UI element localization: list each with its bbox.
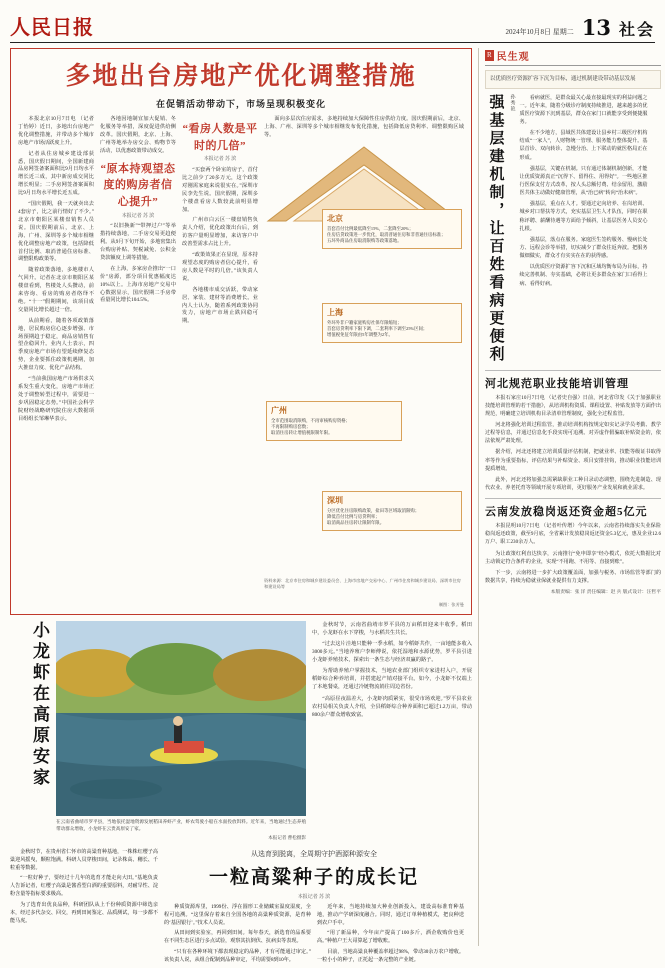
rail-author: 孙秀艳 bbox=[509, 93, 515, 112]
paragraph: 强基层，重点在人才。要通过定向培养、在岗培训、城乡对口帮扶等方式，充实基层卫生人才队伍，同时在职称评聘、薪酬待遇等方面给予倾斜，让基层医务人员安心扎根。 bbox=[519, 201, 648, 232]
paragraph: 在上海，多家房企推出“一口价”房源，部分项目优惠幅度达10%以上。上海市房地产交易中心数据显示，国庆假期二手房带看量同比增长104.5%。 bbox=[100, 265, 176, 304]
paragraph: 为帮助养殖户掌握技术，当地农业部门组织专家进村入户，开展稻虾综合种养培训，并搭建起产销对接平台。如今，小龙虾不仅端上了本地餐桌，还通过冷链物流销往周边省份。 bbox=[312, 668, 472, 691]
paragraph: “国庆假期，我一天就卖出去4套房子，比之前行情好了不少。”北京市朝阳区某楼盘销售人员说。国庆假期前后，北京、上海、广州、深圳等多个城市相继优化调整房地产政策，包括降低首付比例、取消普通住房标准、调整限购政策等。 bbox=[18, 201, 94, 263]
lead-byline-2: 本报记者 苏 滨 bbox=[203, 157, 237, 163]
lead-subhead-1: “原本持观望态度的购房者信心提升” bbox=[100, 162, 176, 208]
lead-subheadline: 在促销活动带动下，市场呈现积极变化 bbox=[155, 99, 326, 109]
infographic-source: 资料来源：北京市住房和城乡建设委员会、上海市房地产交易中心、广州市住房和城乡建设局、深圳市住房和建设局等 bbox=[264, 577, 461, 589]
city-line: 首套首付比例最低降至15%，二套降至20%； bbox=[327, 225, 414, 231]
paragraph: 金秋时节，云南省曲靖市罗平县的万亩稻田迎来丰收季。稻田中，小龙虾在水下穿梭，与水稻共生共长。 bbox=[312, 622, 472, 637]
city-line: 住房信贷政策进一步优化，取消普通住房和非普通住房标准； bbox=[327, 232, 446, 238]
rail-section-title: 民生观 bbox=[496, 52, 530, 63]
paragraph: “只有在各种环境下都表现稳定的品种，才有可能通过审定。”该负责人说，从组合配制到品种审定，平均需要8到10年。 bbox=[164, 949, 311, 964]
paragraph: 在不少地方，县域医共体建设让县乡村三级医疗机构结成“一家人”，人财物统一管理、服务能力整体提升。基层首诊、双向转诊、急慢分治、上下联动的就医格局正在形成。 bbox=[519, 130, 648, 161]
paragraph: 种质资源库里，1999份、浮在圆形工业储藏室温度湿度，全程可追溯。“这里保存着来自全国各地的高粱种质资源，是育种的‘基因银行’。”技术人员说。 bbox=[164, 903, 311, 926]
photo-story bbox=[10, 621, 472, 841]
rail-news-3-headline: 云南发放稳岗返还资金超5亿元 bbox=[485, 506, 648, 519]
rail-news-3-body bbox=[485, 522, 661, 585]
paragraph: 面向多层次住房需求，多地持续加大保障性住房供给力度。国庆假期前后，北京、上海、广州、深圳等多个城市相继发布优化措施，包括降低房贷利率、调整限购区域等。 bbox=[264, 116, 464, 138]
lead-headline: 多地出台房地产优化调整措施 bbox=[65, 61, 417, 90]
lead-body bbox=[18, 116, 464, 613]
paragraph: 金秋时节，在贵州省仁怀市的高粱育种基地，一株株红缨子高粱迎风摇曳，颗粒饱满。科研人员穿梭田间，记录株高、穗长、千粒重等数据。 bbox=[10, 848, 158, 871]
infographic-intro bbox=[264, 116, 464, 140]
city-name: 北京 bbox=[327, 213, 343, 223]
rail-badge-icon: R bbox=[487, 51, 492, 59]
paragraph: “过去这片洼地只能种一季水稻，如今稻虾共作，一亩地能多收入3000多元。”当地养殖户李师傅说，依托湿地和水源优势，罗平县引进小龙虾养殖技术，探索出一条生态与经济双赢的路子。 bbox=[312, 641, 472, 664]
paragraph: 从田间到实验室，再回到田间。每年春天，新选育的品系要在不同生态区进行多点试验，观察其抗倒伏、抗病虫等表现。 bbox=[164, 930, 311, 945]
infographic-credit: 制图：张芳曼 bbox=[438, 601, 464, 607]
city-line: 不再限制购房套数； bbox=[271, 424, 311, 430]
lead-column-1 bbox=[18, 116, 94, 613]
masthead-right bbox=[506, 15, 656, 40]
rail-pullquote: 以优质医疗资源扩容下沉为目标，通过机制建设带动基层发展 bbox=[485, 70, 661, 89]
paragraph: 为了选育出优良品种，科研团队从上千份种质资源中筛选亲本，经过多代杂交、回交，再到田间鉴定、品质测试，每一步都不能马虎。 bbox=[10, 902, 158, 924]
paragraph: “买套两个卧室的房子，首付比之前少了20多万元，这个政策对刚需家庭来说很实在。”深圳市民李先生说。国庆假期，深圳多个楼盘看房人数较此前明显增加。 bbox=[182, 167, 258, 213]
paragraph: 强基层，落点在服务。家庭医生签约服务、慢病长处方、远程会诊等举措，切实减少了群众往返奔波。把服务做细做实，群众才有实实在在的获得感。 bbox=[519, 236, 648, 260]
left-region bbox=[10, 48, 472, 964]
city-name: 上海 bbox=[327, 307, 343, 317]
photo-caption: 在云南省曲靖市罗平县，当地依托湿地资源发展稻田养虾产业，虾农驾驶小船在水面投放饵料。近年来，当地通过生态养殖带动群众增收，小龙虾在云贵高原安了家。 bbox=[56, 819, 306, 831]
city-line: 全市范围取消限购，不再审核购房资格； bbox=[271, 417, 351, 423]
masthead bbox=[10, 6, 655, 43]
paragraph: 广州市白云区一楼盘销售负责人介绍，优化政策出台后，到访客户量明显增加，来访客户中改善型需求占比上升。 bbox=[182, 217, 258, 248]
city-line: 取消住房转让增值税限制年限。 bbox=[271, 430, 333, 436]
city-line: 增值税免征年限由5年调整为2年。 bbox=[327, 332, 393, 338]
paragraph: 随着政策落地，多地楼市人气回升。记者在北京市朝阳区某楼盘看到，售楼处人头攒动，前来咨询、看房的购房者络绎不绝。“十一”假期期间，该项目成交量同比增长超过一倍。 bbox=[18, 267, 94, 313]
paragraph: “政策效果正在显现，原本持观望态度的购房者信心提升，看房人数是平时的几倍。”该负责人说。 bbox=[182, 252, 258, 282]
rail-main-article bbox=[485, 94, 661, 364]
paragraph: “当前我国房地产市场供求关系发生重大变化，房地产市场正处于调整转型过程中，需要进一步巩固稳定态势。”中国社会科学院财经战略研究院住房大数据项目组组长邹琳华表示。 bbox=[18, 376, 94, 422]
paragraph: 从前期看，随着各项政策落地，居民购房信心逐步增强、市场预期趋于稳定，商品房销售有望企稳回升。业内人士表示，四季度房地产市场有望延续修复态势，企业要抓住政策机遇期，加大推盘力度、优化产品结构。 bbox=[18, 317, 94, 372]
rail-news-2 bbox=[485, 375, 661, 493]
rail-news-2-headline: 河北规范职业技能培训管理 bbox=[485, 377, 629, 390]
photo-column bbox=[56, 621, 306, 841]
city-line: 五环外商品住房取消限购等政策落地。 bbox=[327, 238, 402, 244]
bottom-column-2 bbox=[164, 904, 311, 968]
city-line: 首套房贷利率下限下调，二套利率下调至25%区间； bbox=[327, 326, 428, 332]
page-number: 13 bbox=[581, 15, 611, 40]
city-name: 广州 bbox=[271, 405, 287, 415]
city-line: 降低首付比例与房贷利率； bbox=[327, 514, 380, 520]
paragraph: 据介绍，河北还将建立培训质量评估机制，把就业率、技能等级证书取得率等作为重要指标，评估结果与补贴资金、项目安排挂钩，推动职业技能培训提质增效。 bbox=[485, 449, 661, 472]
city-line: 分区优化住房限购政策，盐田等区域取消限购； bbox=[327, 507, 420, 513]
city-line: 外环外非户籍家庭购房社保年限缩短； bbox=[327, 319, 402, 325]
paragraph: 本报昆明10月7日电 （记者叶传增）今年以来，云南省持续落实失业保险稳岗返还政策，截至9月底，全省累计发放稳岗返还资金5.3亿元，惠及企业12.6万户、职工230余万人。 bbox=[485, 523, 661, 546]
lead-byline-1: 本报记者 苏 滨 bbox=[121, 213, 155, 219]
paragraph: 近年来，当地持续加大种业创新投入，建设高标准育种基地，推动产学研深度融合。同时，通过订单种植模式，把良种送到农户手中。 bbox=[317, 903, 464, 926]
bottom-byline: 本报记者 苏 滨 bbox=[297, 894, 331, 900]
paragraph: 为让政策红利直达快享，云南推行“免申即享”经办模式，依托大数据比对主动锁定符合条件的企业，实现“不用跑、不用等、直接到账”。 bbox=[485, 550, 661, 565]
paragraph: “高原昼夜温差大，小龙虾肉质紧实，很受市场欢迎。”罗平县农业农村局相关负责人介绍，全县稻虾综合种养面积已超过1.2万亩，带动800余户群众增收致富。 bbox=[312, 695, 472, 718]
photo-story-text bbox=[312, 621, 472, 841]
paragraph: 本报北京10月7日电 （记者丁怡婷）近日，多地出台房地产优化调整措施，并带动多个城市房地产市场活跃度上升。 bbox=[18, 116, 94, 146]
city-name: 深圳 bbox=[327, 495, 343, 505]
lead-column-2 bbox=[100, 116, 176, 613]
paragraph: 各地楼市成交活跃，带动家居、家装、建材等消费增长。业内人士认为，随着系列政策协同发力，房地产市场止跌回稳可期。 bbox=[182, 286, 258, 325]
city-card-shenzhen bbox=[322, 491, 462, 531]
city-card-guangzhou bbox=[266, 401, 402, 441]
rail-section-header bbox=[485, 48, 661, 66]
paragraph: 强基层，关键在机制。只有通过体制机制创新，才能让优质资源真正“沉得下、留得住、用得好”。一些地区推行医保支付方式改革，按人头总额付费、结余留用，激励医共体主动做好健康管理，从“治已病”转向“治未病”。 bbox=[519, 165, 648, 197]
rail-news-2-body bbox=[485, 394, 661, 493]
paragraph: 记者从住房城乡建设部获悉，国庆假日期间，全国新建商品房网签备案面积比9月日均水平增长近三成，其中新房成交同比增长明显；二手房网签备案面积比9月日均水平增长近五成。 bbox=[18, 150, 94, 197]
section-title: 社会 bbox=[618, 22, 655, 39]
paragraph: 各地因地制宜加大促销、冬化服务等举措，深度促进供给侧改革。国庆假期，北京、上海、广州等地举办房交会、购物节等活动，以优惠政策带动成交。 bbox=[100, 116, 176, 154]
paragraph: 目前，当地高粱良种覆盖率超过98%，带动30余万农户增收。一粒小小的种子，正托起一条完整的产业链。 bbox=[317, 949, 464, 964]
bottom-headline: 一粒高粱种子的成长记 bbox=[208, 865, 419, 888]
photo-illustration-icon bbox=[56, 621, 306, 816]
newspaper-logo: 人民日报 bbox=[10, 15, 94, 39]
city-line: 取消商品住房转让限制年限。 bbox=[327, 520, 385, 526]
paragraph: “一粒好种子，要经过十几年的选育才能走向大田。”基地负责人告诉记者，红缨子高粱是酱香型白酒的重要原料，对耐旱性、淀粉含量等指标要求极高。 bbox=[10, 875, 158, 898]
page-columns bbox=[10, 48, 661, 964]
paragraph: 河北将强化培训过程监管，推动培训机构按规定如实记录学员考勤、教学过程等信息，并通过信息化手段实现可追溯。对弄虚作假骗取补贴资金的，依法依规严肃处理。 bbox=[485, 422, 661, 445]
lead-subhead-2: “看房人数是平时的几倍” bbox=[182, 123, 258, 152]
right-rail bbox=[478, 48, 661, 946]
page-editor-credit: 本版责编：张 洋 责任编辑：赵 兵 版式设计：汪哲平 bbox=[550, 590, 661, 596]
paragraph: 本报石家庄10月7日电 （记者史自强）日前，河北省印发《关于加强职业技能培训管理的若干措施》，从培训机构资质、课程设置、补贴发放等方面作出规范，明确建立培训机构目录清单管理制度，强化全过程监管。 bbox=[485, 394, 661, 417]
bottom-kicker: 从选育到脱离，全周期守护酒源种源安全 bbox=[251, 849, 377, 858]
paragraph: 下一步，云南将进一步扩大政策覆盖面，加强与税务、市场监管等部门的数据共享，持续为稳就业保就业提供有力支撑。 bbox=[485, 569, 661, 585]
city-card-beijing bbox=[322, 209, 462, 249]
publication-date: 2024年10月8日 星期二 bbox=[505, 28, 574, 36]
paragraph: “以旧换新”“带押过户”等举措持续落地，二手房交易更趋便利。从9月下旬开始，多地密集出台购房补贴、契税减免、公积金贷款额度上调等措施。 bbox=[100, 223, 176, 261]
infographic-canvas bbox=[264, 143, 464, 613]
rail-headline: 强基层建机制，让百姓看病更便利 bbox=[487, 93, 504, 364]
paragraph: 此外，河北还将加强急需紧缺职业工种目录动态调整，围绕先进制造、现代农业、养老托育等领域开展专项培训，更好服务产业发展和就业需求。 bbox=[485, 476, 661, 492]
photo-story-title: 小龙虾在高原安家 bbox=[30, 621, 49, 789]
bottom-column-3 bbox=[317, 904, 464, 968]
bottom-story-head bbox=[10, 849, 472, 968]
photo-credit: 本报记者 曹松摄影 bbox=[268, 834, 306, 840]
rail-news-3 bbox=[485, 503, 661, 595]
paragraph: 看病就医，是群众最关心最直接最现实的利益问题之一。近年来，随着分级诊疗制度持续推进，越来越多的优质医疗资源下沉到基层，群众在家门口就能享受到便捷服务。 bbox=[519, 94, 648, 126]
bottom-title-block bbox=[164, 849, 464, 968]
city-card-shanghai bbox=[322, 303, 462, 343]
lead-story bbox=[10, 48, 472, 615]
bottom-column-1 bbox=[10, 849, 158, 968]
divider bbox=[485, 498, 661, 499]
photo-image bbox=[56, 621, 306, 816]
lead-column-3 bbox=[182, 116, 258, 613]
paragraph: 以优质医疗资源扩容下沉和区域均衡布局为目标，持续完善机制、夯实基础，必将让更多群众在家门口看得上病、看得好病。 bbox=[519, 264, 648, 287]
infographic bbox=[264, 116, 464, 613]
paragraph: “用了新品种，今年亩产提高了100多斤，酒企收购价也更高。”种植户王大哥算起了增收账。 bbox=[317, 930, 464, 945]
divider bbox=[485, 370, 661, 371]
rail-body bbox=[520, 94, 648, 364]
